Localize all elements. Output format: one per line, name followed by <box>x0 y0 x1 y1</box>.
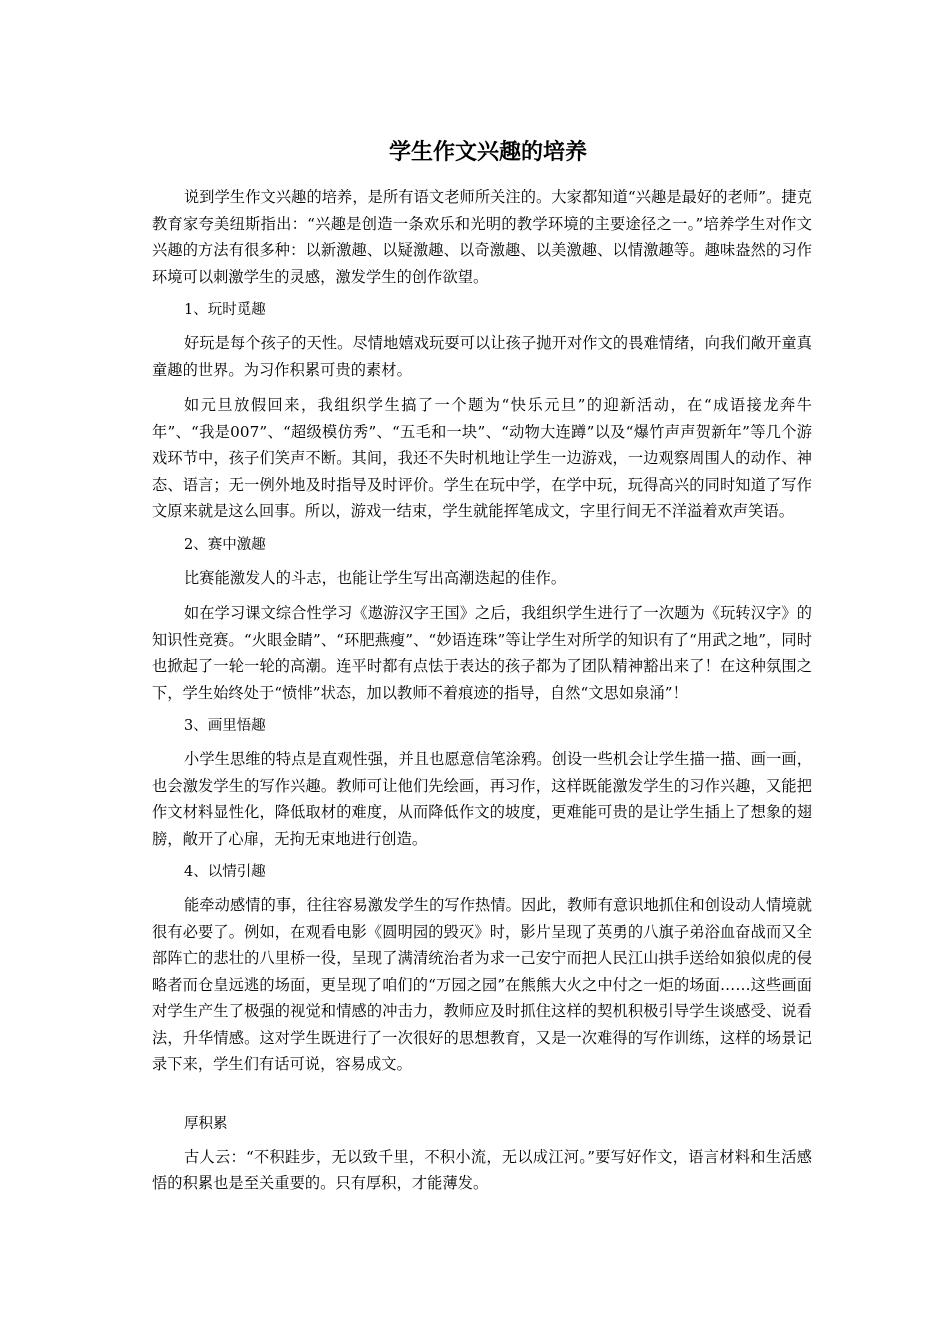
section-spacer <box>152 1087 812 1113</box>
final-paragraph: 古人云：“不积跬步，无以致千里，不积小流，无以成江河。”要写好作文，语言材料和生活感悟的积累也是至关重要的。只有厚积，才能薄发。 <box>152 1147 812 1192</box>
section-1-paragraph-1: 好玩是每个孩子的天性。尽情地嬉戏玩耍可以让孩子抛开对作文的畏难情绪，向我们敞开童真童趣的世界。为习作积累可贵的素材。 <box>152 334 812 379</box>
document-title: 学生作文兴趣的培养 <box>388 140 587 165</box>
section-3-paragraph-1: 小学生思维的特点是直观性强，并且也愿意信笔涂鸦。创设一些机会让学生描一描、画一画，也会激发学生的写作兴趣。教师可让他们先绘画，再习作，这样既能激发学生的习作兴趣，又能把作文材料显性化，降低取材的难度，从而降低作文的坡度，更难能可贵的是让学生插上了想象的翅膀，敞开了心扉，无拘无束地进行创造。 <box>152 750 812 848</box>
intro-paragraph: 说到学生作文兴趣的培养，是所有语文老师所关注的。大家都知道“兴趣是最好的老师”。捷克教育家夸美纽斯指出：“兴趣是创造一条欢乐和光明的教学环境的主要途径之一。”培养学生对作文兴趣的方法有很多种：以新激趣、以疑激趣、以奇激趣、以美激趣、以情激趣等。趣味盎然的习作环境可以刺激学生的灵感，激发学生的创作欲望。 <box>152 188 812 286</box>
section-heading-1: 1、玩时觅趣 <box>184 302 266 318</box>
section-heading-2: 2、赛中激趣 <box>184 536 266 553</box>
section-4-paragraph-1: 能牵动感情的事，往往容易激发学生的写作热情。因此，教师有意识地抓住和创设动人情境就很有必要了。例如，在观看电影《圆明园的毁灭》时，影片呈现了英勇的八旗子弟浴血奋战而又全部阵亡的悲壮的八里桥一役，呈现了满清统治者为求一己安宁而把人民江山拱手送给如狼似虎的侵略者而仓皇远逃的场面，更呈现了咱们的“万园之园”在熊熊大火之中付之一炬的场面……这些画面对学生产生了极强的视觉和情感的冲击力，教师应及时抓住这样的契机积极引导学生谈感受、说看法，升华情感。这对学生既进行了一次很好的思想教育，又是一次难得的写作训练，这样的场景记录下来，学生们有话可说，容易成文。 <box>152 896 812 1073</box>
document-page <box>152 138 812 1206</box>
final-heading: 厚积累 <box>184 1115 228 1132</box>
section-2-paragraph-2: 如在学习课文综合性学习《遨游汉字王国》之后，我组织学生进行了一次题为《玩转汉字》的知识性竞赛。“火眼金睛”、“环肥燕瘦”、“妙语连珠”等让学生对所学的知识有了“用武之地”，同时也掀起了一轮一轮的高潮。连平时都有点怯于表达的孩子都为了团队精神豁出来了！在这种氛围之下，学生始终处于“愤悱”状态，加以教师不着痕迹的指导，自然“文思如泉涌”！ <box>152 604 812 702</box>
section-heading-3: 3、画里悟趣 <box>184 718 266 734</box>
section-1-paragraph-2: 如元旦放假回来，我组织学生搞了一个题为“快乐元旦”的迎新活动，在“成语接龙奔牛年”、“我是007”、“超级模仿秀”、“五毛和一块”、“动物大连蹲”以及“爆竹声声贺新年”等几个游戏环节中，孩子们笑声不断。其间，我还不失时机地让学生一边游戏，一边观察周围人的动作、神态、语言；无一例外地及时指导及时评价。学生在玩中学，在学中玩，玩得高兴的同时知道了写作文原来就是这么回事。所以，游戏一结束，学生就能挥笔成文，字里行间无不洋溢着欢声笑语。 <box>152 396 812 520</box>
section-heading-4: 4、以情引趣 <box>184 864 266 880</box>
section-2-paragraph-1: 比赛能激发人的斗志，也能让学生写出高潮迭起的佳作。 <box>184 568 567 587</box>
